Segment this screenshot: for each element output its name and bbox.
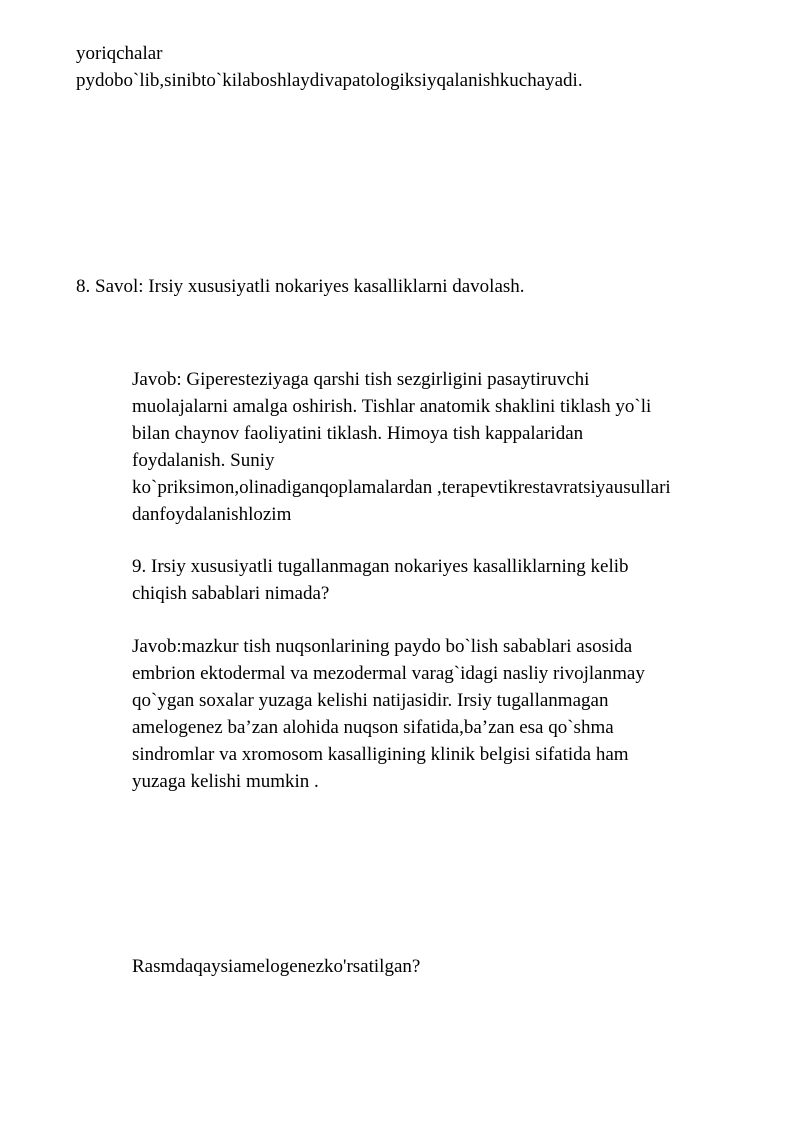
answer-9-line-4: amelogenez ba’zan alohida nuqson sifatida,ba’zan esa qo`shma <box>132 717 614 738</box>
question-10: Rasmdaqaysiamelogenezko'rsatilgan? <box>132 956 421 977</box>
answer-9-line-1: Javob:mazkur tish nuqsonlarining paydo bo`lish sabablari asosida <box>132 636 633 657</box>
answer-8-line-6: danfoydalanishlozim <box>132 504 292 525</box>
answer-9-line-6: yuzaga kelishi mumkin . <box>132 771 319 792</box>
answer-8-line-3: bilan chaynov faoliyatini tiklash. Himoya tish kappalaridan <box>132 423 584 444</box>
question-9-line-1: 9. Irsiy xususiyatli tugallanmagan nokariyes kasalliklarning kelib <box>132 556 629 577</box>
answer-8-line-1: Javob: Giperesteziyaga qarshi tish sezgirligini pasaytiruvchi <box>132 369 590 390</box>
answer-8-line-5: ko`priksimon,olinadiganqoplamalardan ,terapevtikrestavratsiyausullari <box>132 477 671 498</box>
answer-9-line-2: embrion ektodermal va mezodermal varag`idagi nasliy rivojlanmay <box>132 663 645 684</box>
question-9-line-2: chiqish sabablari nimada? <box>132 583 330 604</box>
intro-line-2: pydobo`lib,sinibto`kilaboshlaydivapatologiksiyqalanishkuchayadi. <box>76 70 583 91</box>
question-8: 8. Savol: Irsiy xususiyatli nokariyes kasalliklarni davolash. <box>76 276 525 297</box>
answer-8-line-2: muolajalarni amalga oshirish. Tishlar anatomik shaklini tiklash yo`li <box>132 396 652 417</box>
answer-8-line-4: foydalanish. Suniy <box>132 450 275 471</box>
intro-line-1: yoriqchalar <box>76 43 163 64</box>
answer-9-line-3: qo`ygan soxalar yuzaga kelishi natijasidir. Irsiy tugallanmagan <box>132 690 609 711</box>
answer-9-line-5: sindromlar va xromosom kasalligining klinik belgisi sifatida ham <box>132 744 629 765</box>
